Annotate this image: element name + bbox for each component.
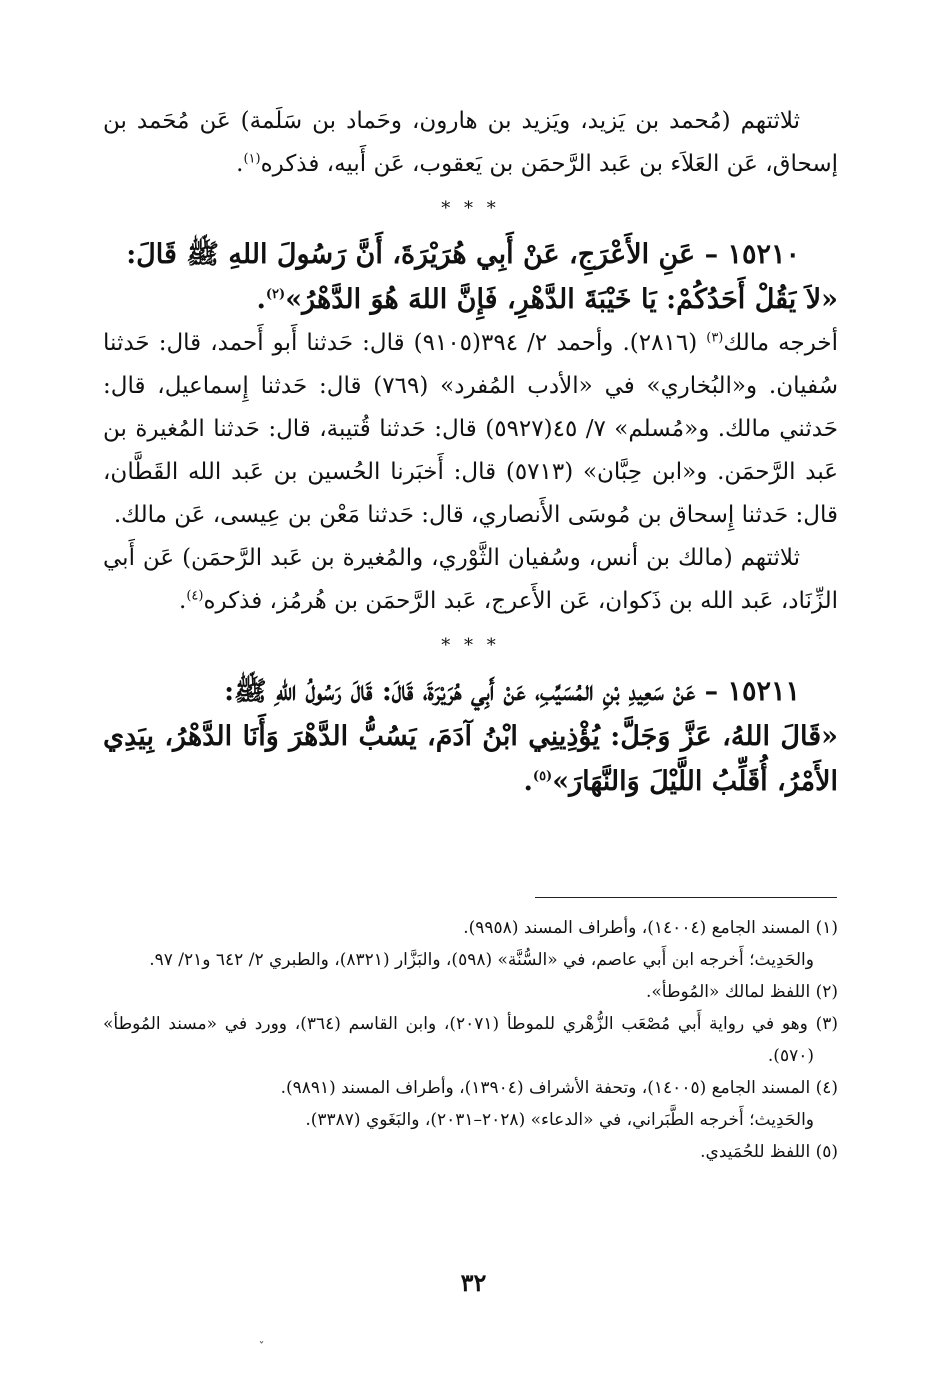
hadith-matn-text: «قَالَ اللهُ، عَزَّ وَجَلَّ: يُؤْذِينِي ابْنُ آدَمَ، يَسُبُّ الدَّهْرَ وَأَنَا الدَّهْرُ، بِيَدِي الأَمْرُ، أُقَلِّبُ اللَّيْلَ وَالنَّهَارَ» [103,721,838,797]
footnote-divider [535,897,837,898]
main-text [103,100,838,804]
footnote-1: (١) المسند الجامع (١٤٠٠٤)، وأطراف المسند (٩٩٥٨). [463,918,838,938]
footnote-2: (٢) اللفظ لمالك «المُوطأ». [645,982,838,1002]
paragraph-text: ثلاثتهم (مالك بن أنس، وسُفيان الثَّوْري، والمُغيرة بن عَبد الرَّحمَن) عَن أَبي الزِّنَاد، عَبد الله بن ذَكوان، عَن الأَعرج، عَبد الرَّحمَن بن هُرمُز، فذكره [103,545,838,614]
footnote-4-detail: والحَدِيث؛ أَخرجه الطَّبَراني، في «الدعاء» (٢٠٢٨–٢٠٣١)، والبَغَوي (٣٣٨٧). [305,1110,814,1130]
paragraph-chain-summary: ثلاثتهم (مُحمد بن يَزيد، ويَزيد بن هارون، وحَماد بن سَلَمة) عَن مُحَمد بن إسحاق، عَن العَلاَء بن عَبد الرَّحمَن بن يَعقوب، عَن أَبيه، فذكره$^{(١)}$. [103,108,838,177]
footnote-4: (٤) المسند الجامع (١٤٠٠٥)، وتحفة الأشراف (١٣٩٠٤)، وأطراف المسند (٩٨٩١). [280,1078,838,1098]
hadith-matn: «لاَ يَقُلْ أَحَدُكُمْ: يَا خَيْبَةَ الدَّهْرِ، فَإِنَّ اللهَ هُوَ الدَّهْرُ»$^{(٢)}$. [256,284,838,315]
hadith-number: ١٥٢١٠ – [704,239,800,270]
footnote-mark: (٥) [532,769,553,784]
footnote-mark: (١) [243,151,261,167]
paragraph-text: ثلاثتهم (مُحمد بن يَزيد، ويَزيد بن هارون، وحَماد بن سَلَمة) عَن مُحَمد بن إسحاق، عَن العَلاَء بن عَبد الرَّحمَن بن يَعقوب، عَن أَبيه، فذكره [103,108,838,177]
hadith-isnad: عَنْ سَعِيدِ بْنِ المُسَيِّبِ، عَنْ أَبِي هُرَيْرَةَ، قَالَ: قَالَ رَسُولُ اللهِ ﷺ: [224,676,696,707]
paragraph-chain-summary: ثلاثتهم (مالك بن أنس، وسُفيان الثَّوْري، والمُغيرة بن عَبد الرَّحمَن) عَن أَبي الزِّنَاد، عَبد الله بن ذَكوان، عَن الأَعرج، عَبد الرَّحمَن بن هُرمُز، فذكره$^{(٤)}$. [103,545,838,614]
footnote-5: (٥) اللفظ للحُمَيدي. [700,1142,838,1162]
footnote-mark: (٢) [265,287,286,302]
hadith-number: ١٥٢١١ – [704,676,800,707]
takhrij-text: أخرجه مالك [723,330,839,356]
page-number: ٣٢ [460,1268,487,1297]
hadith-isnad: عَنِ الأَعْرَجِ، عَنْ أَبِي هُرَيْرَةَ، أَنَّ رَسُولَ اللهِ ﷺ قَالَ: [126,239,696,270]
hadith-matn: «قَالَ اللهُ، عَزَّ وَجَلَّ: يُؤْذِينِي ابْنُ آدَمَ، يَسُبُّ الدَّهْرَ وَأَنَا الدَّهْرُ، بِيَدِي الأَمْرُ، أُقَلِّبُ اللَّيْلَ وَالنَّهَارَ»$^{(٥)}$. [103,721,838,797]
hadith-15211 [103,669,838,804]
takhrij-paragraph [103,322,838,537]
footnotes [103,912,838,1168]
footnote-mark: (٣) [706,330,724,346]
footnote-1-detail: والحَدِيث؛ أَخرجه ابن أَبي عاصم، في «السُّنَّة» (٥٩٨)، والبَزَّار (٨٣٢١)، والطبري ٢/ ٦٤٢ و٢١/ ٩٧. [149,950,814,970]
hadith-matn-text: «لاَ يَقُلْ أَحَدُكُمْ: يَا خَيْبَةَ الدَّهْرِ، فَإِنَّ اللهَ هُوَ الدَّهْرُ» [285,284,838,315]
footnote-3: (٣) وهو في رواية أَبي مُصْعَب الزُّهْري للموطأ (٢٠٧١)، وابن القاسم (٣٦٤)، وورد في «مسند المُوطأ» (٥٧٠). [103,1014,838,1066]
footnote-mark: (٤) [186,588,204,604]
takhrij-text: (٢٨١٦). وأحمد ٢/ ٣٩٤(٩١٠٥) قال: حَدثنا أَبو أَحمد، قال: حَدثنا سُفيان. و«البُخاري» في «الأدب المُفرد» (٧٦٩) قال: حَدثنا إِسماعيل، قال: حَدثني مالك. و«مُسلم» ٧/ ٤٥(٥٩٢٧) قال: حَدثنا قُتيبة، قال: حَدثنا المُغيرة بن عَبد الرَّحمَن. و«ابن حِبَّان» (٥٧١٣) قال: أَخبَرنا الحُسين بن عَبد الله القَطَّان، قال: حَدثنا إِسحاق بن مُوسَى الأَنصاري، قال: حَدثنا مَعْن بن عِيسى، عَن مالك. [103,330,839,528]
section-separator: * * * [441,198,500,219]
hadith-15210 [103,232,838,322]
section-separator: * * * [441,635,500,656]
